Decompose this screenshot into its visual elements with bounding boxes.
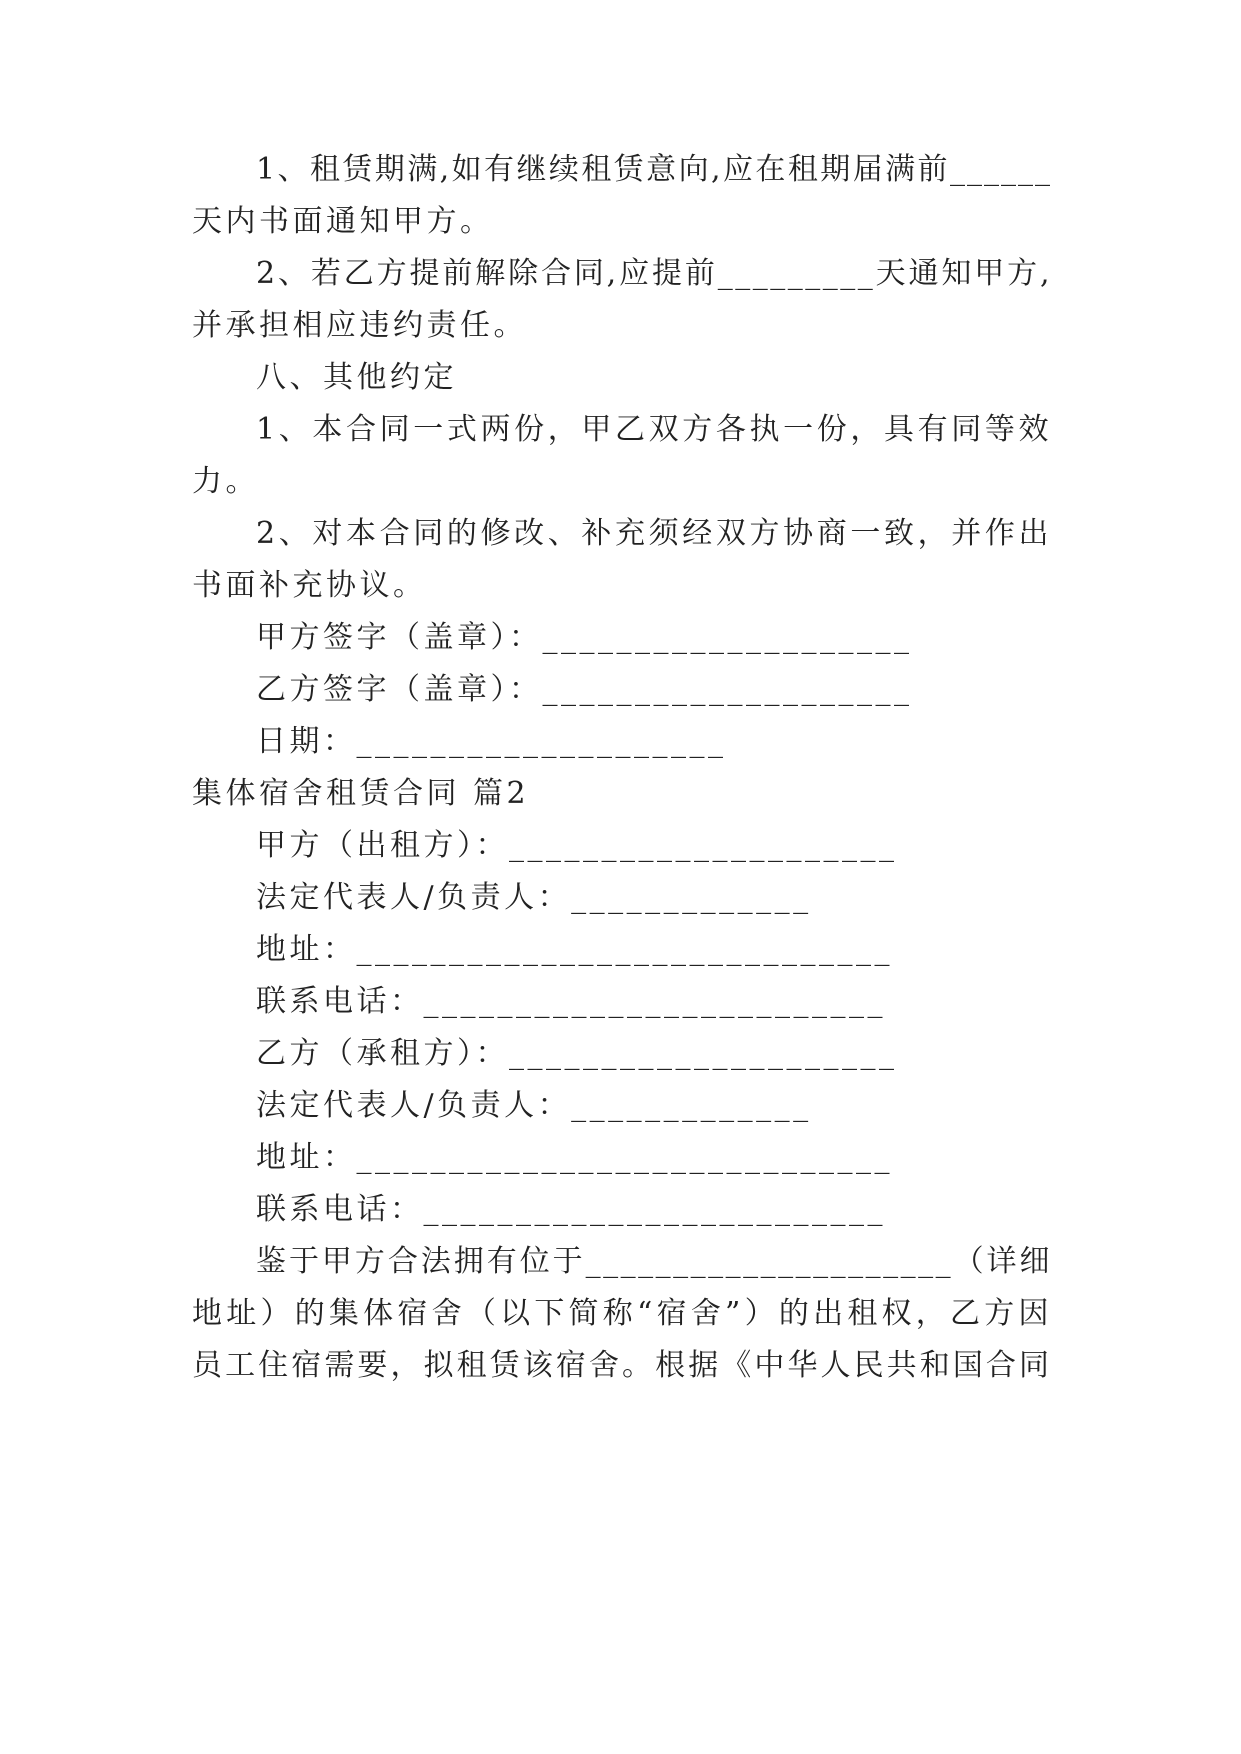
clause-copies-cont: 力。	[192, 464, 259, 499]
lessor-address-field: 地址：_____________________________	[256, 932, 893, 967]
lessor-phone-field: 联系电话：_________________________	[256, 984, 886, 1019]
lessee-field: 乙方（承租方）：_____________________	[256, 1036, 898, 1071]
lessor-legal-rep-field: 法定代表人/负责人：_____________	[256, 880, 812, 915]
lessee-legal-rep-field: 法定代表人/负责人：_____________	[256, 1088, 812, 1123]
lessee-phone-field: 联系电话：_________________________	[256, 1192, 886, 1227]
preamble-paragraph-line2: 地址）的集体宿舍（以下简称“宿舍”）的出租权，乙方因	[192, 1296, 1052, 1331]
preamble-paragraph-line3: 员工住宿需要，拟租赁该宿舍。根据《中华人民共和国合同	[192, 1348, 1052, 1383]
clause-amendments: 2、对本合同的修改、补充须经双方协商一致，并作出	[256, 516, 1052, 551]
lessor-field: 甲方（出租方）：_____________________	[256, 828, 898, 863]
clause-renewal-notice: 1、租赁期满,如有继续租赁意向,应在租期届满前______	[256, 152, 1052, 187]
party-a-signature-field: 甲方签字（盖章）：____________________	[256, 620, 913, 655]
section-heading-other: 八、其他约定	[256, 360, 457, 395]
clause-amendments-cont: 书面补充协议。	[192, 568, 427, 603]
contract-title-part2: 集体宿舍租赁合同 篇2	[192, 776, 530, 811]
party-b-signature-field: 乙方签字（盖章）：____________________	[256, 672, 913, 707]
date-field: 日期：____________________	[256, 724, 727, 759]
clause-renewal-notice-cont: 天内书面通知甲方。	[192, 204, 494, 239]
clause-early-termination-cont: 并承担相应违约责任。	[192, 308, 527, 343]
clause-copies: 1、本合同一式两份，甲乙双方各执一份，具有同等效	[256, 412, 1052, 447]
lessee-address-field: 地址：_____________________________	[256, 1140, 893, 1175]
clause-early-termination: 2、若乙方提前解除合同,应提前_________天通知甲方,	[256, 256, 1052, 291]
preamble-paragraph: 鉴于甲方合法拥有位于_____________________（详细	[256, 1244, 1052, 1279]
